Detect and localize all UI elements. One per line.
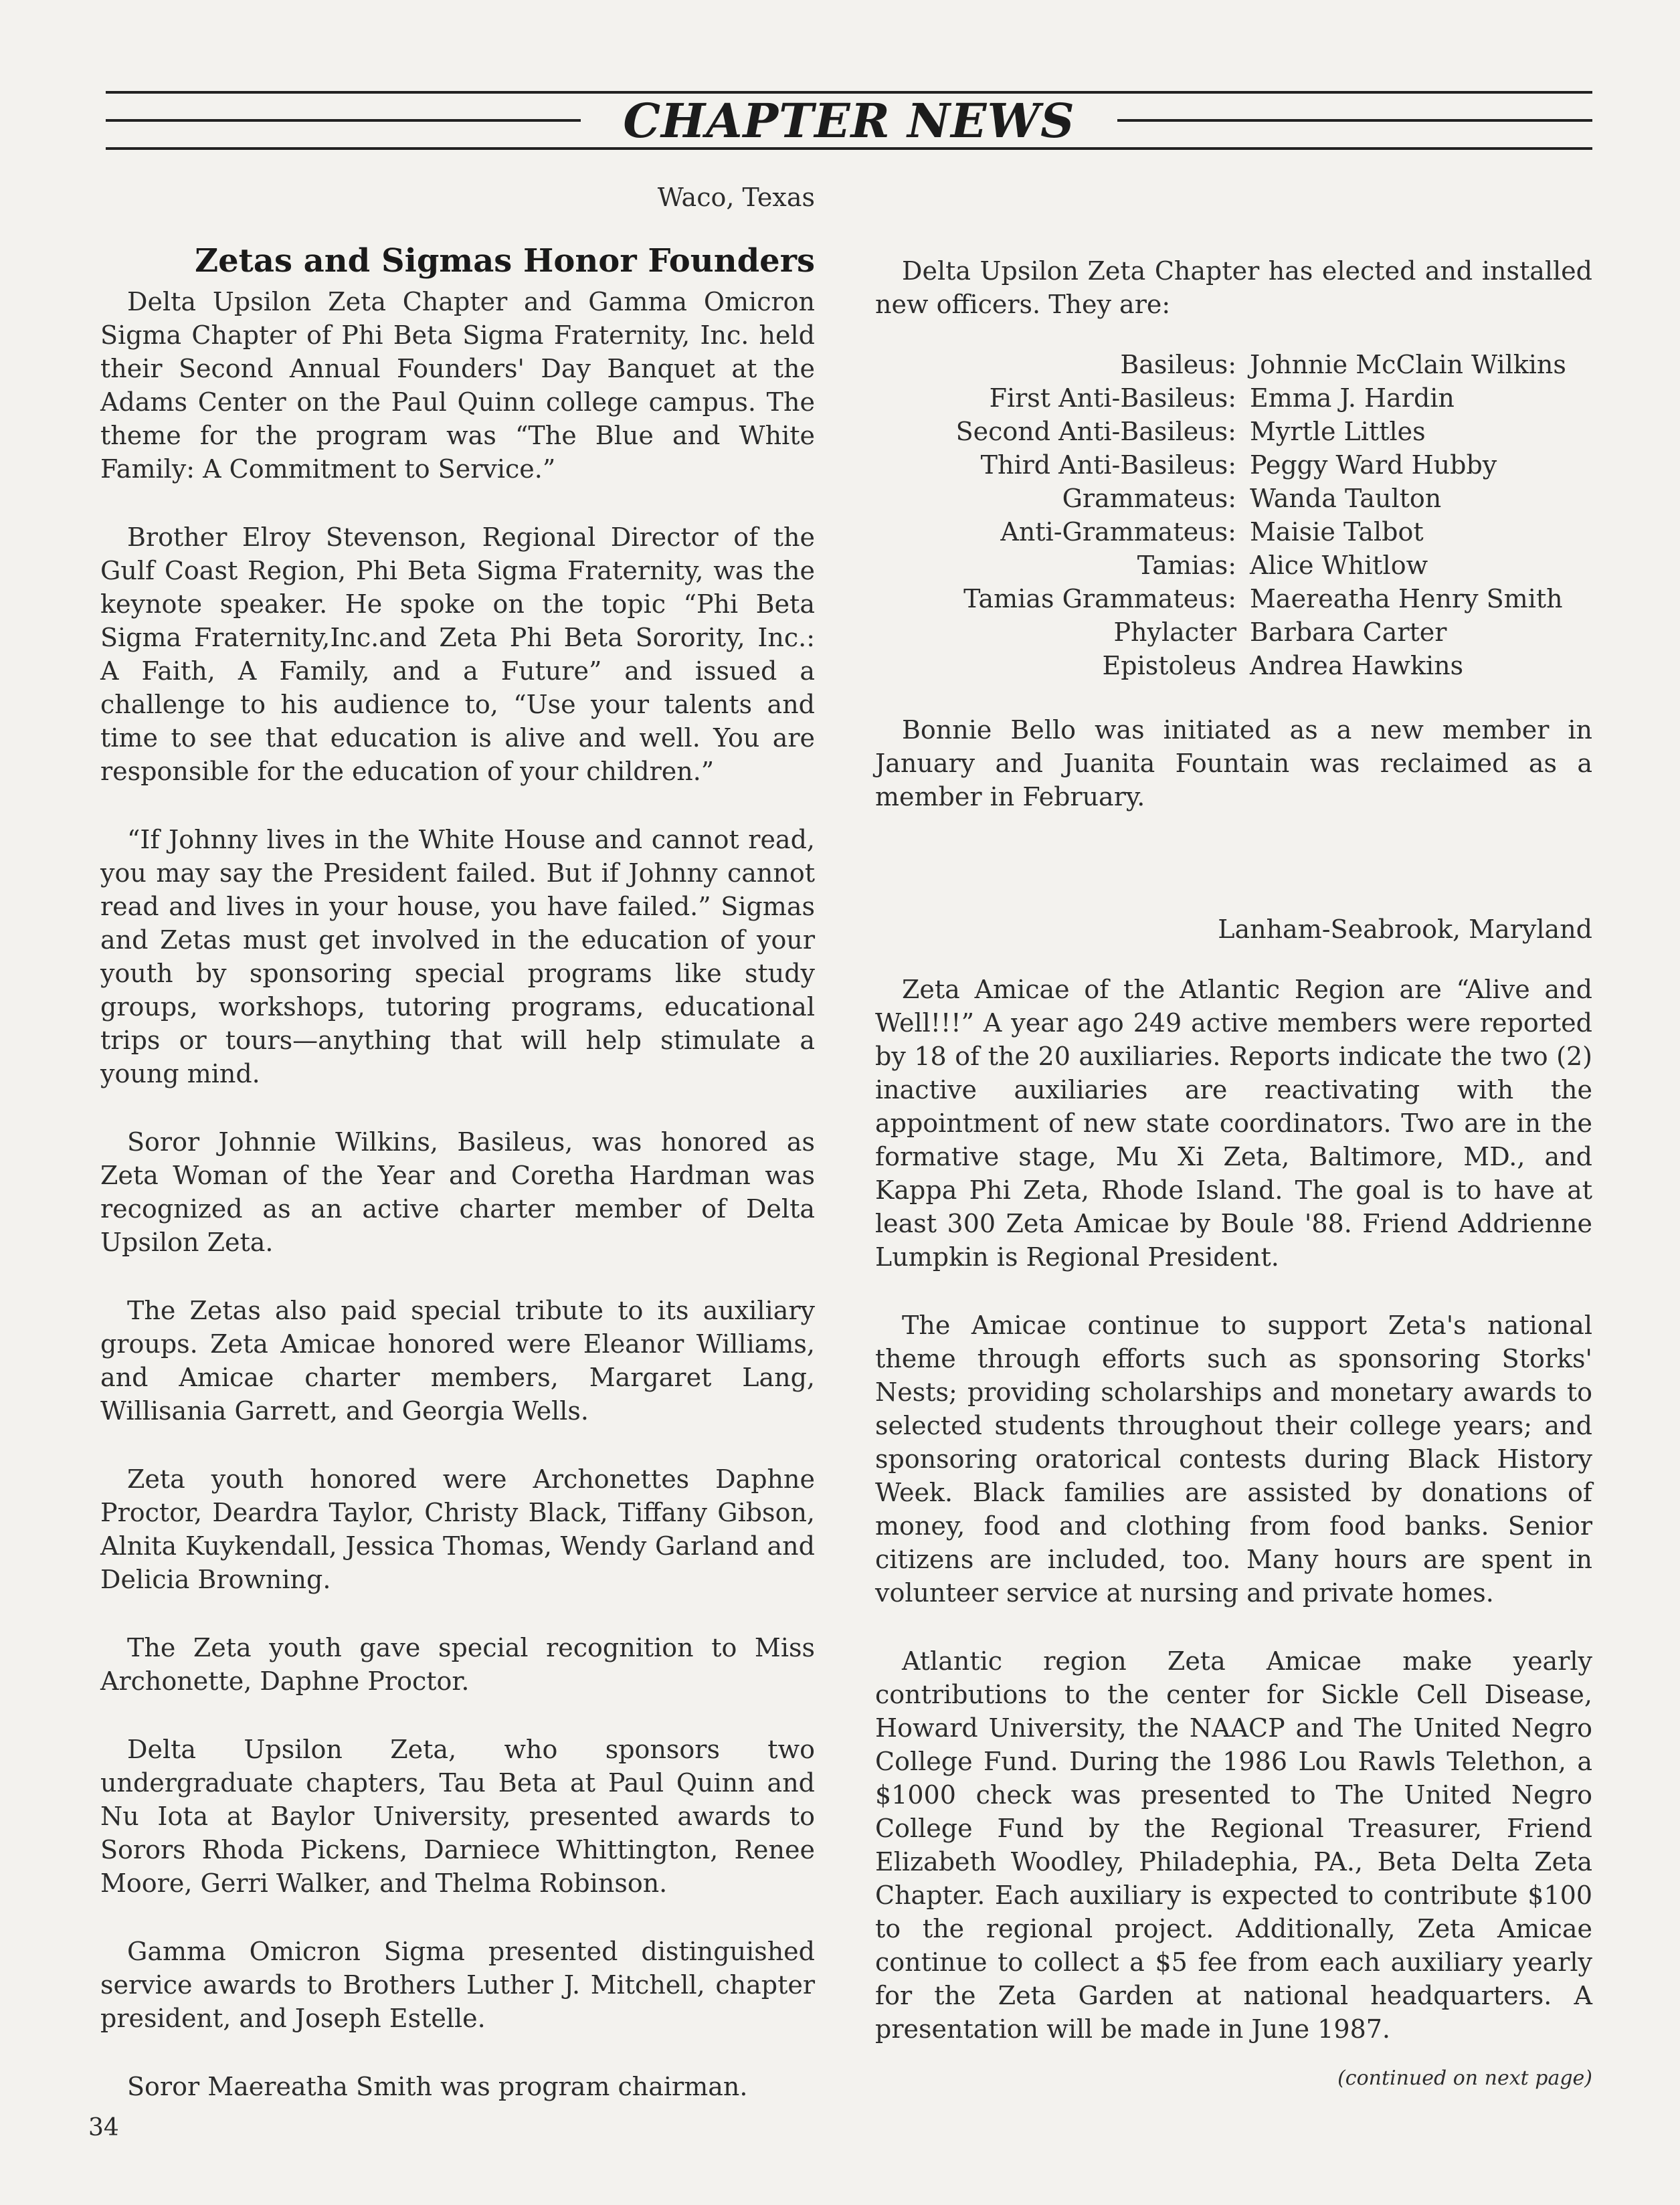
paragraph: Zeta youth honored were Archonettes Daphne Proctor, Deardra Taylor, Christy Black, Tiffany Gibson, Alnita Kuykendall, Jessica Thomas, Wendy Garland and Delicia Browning. <box>100 1464 815 1594</box>
officer-row <box>875 448 1592 482</box>
dateline-lanham: Lanham-Seabrook, Maryland <box>1218 915 1592 944</box>
officer-role: Grammateus: <box>1062 484 1236 513</box>
paragraph: Gamma Omicron Sigma presented distinguished service awards to Brothers Luther J. Mitchell, chapter president, and Joseph Estelle. <box>100 1937 815 2033</box>
officer-role: Phylacter <box>1113 617 1236 647</box>
section-banner <box>106 91 1592 151</box>
officer-row <box>875 549 1592 582</box>
officer-row <box>875 482 1592 515</box>
page-number: 34 <box>88 2114 119 2141</box>
officer-row <box>875 649 1592 682</box>
right-column <box>875 254 1592 2095</box>
officer-row <box>875 415 1592 448</box>
section-title: CHAPTER NEWS <box>623 93 1075 149</box>
officer-role: Anti-Grammateus: <box>1000 517 1236 547</box>
officer-name: Emma J. Hardin <box>1250 383 1455 413</box>
paragraph: Delta Upsilon Zeta Chapter and Gamma Omicron Sigma Chapter of Phi Beta Sigma Fraternity, Inc. held their Second Annual Founders' Day Banquet at the Adams Center on the Paul Quinn college campus. The theme for the program was “The Blue and White Family: A Commitment to Service.” <box>100 287 815 484</box>
officer-role: Second Anti-Basileus: <box>955 417 1236 446</box>
officer-name: Wanda Taulton <box>1250 484 1442 513</box>
officer-name: Myrtle Littles <box>1250 417 1426 446</box>
officer-name: Johnnie McClain Wilkins <box>1250 350 1566 379</box>
paragraph: Delta Upsilon Zeta, who sponsors two undergraduate chapters, Tau Beta at Paul Quinn and Nu Iota at Baylor University, presented awards to Sorors Rhoda Pickens, Darniece Whittington, Renee Moore, Gerri Walker, and Thelma Robinson. <box>100 1735 815 1898</box>
officer-role: First Anti-Basileus: <box>989 383 1236 413</box>
paragraph: Atlantic region Zeta Amicae make yearly contributions to the center for Sickle Cell Disease, Howard University, the NAACP and The United Negro College Fund. During the 1986 Lou Rawls Telethon, a $1000 check was presented to The United Negro College Fund by the Regional Treasurer, Friend Elizabeth Woodley, Philadephia, PA., Beta Delta Zeta Chapter. Each auxiliary is expected to contribute $100 to the regional project. Additionally, Zeta Amicae continue to collect a $5 fee from each auxiliary yearly for the Zeta Garden at national headquarters. A presentation will be made in June 1987. <box>875 1646 1592 2044</box>
paragraph: Soror Maereatha Smith was program chairman. <box>127 2072 748 2101</box>
paragraph: Bonnie Bello was initiated as a new member in January and Juanita Fountain was reclaimed as a member in February. <box>875 715 1592 811</box>
officer-role: Epistoleus <box>1102 651 1236 680</box>
paragraph: Soror Johnnie Wilkins, Basileus, was honored as Zeta Woman of the Year and Coretha Hardman was recognized as an active charter member of Delta Upsilon Zeta. <box>100 1127 815 1257</box>
continued-note: (continued on next page) <box>1337 2067 1592 2090</box>
officer-name: Alice Whitlow <box>1250 551 1428 580</box>
officer-name: Maisie Talbot <box>1250 517 1424 547</box>
officer-name: Andrea Hawkins <box>1250 651 1464 680</box>
officer-name: Barbara Carter <box>1250 617 1447 647</box>
officer-role: Third Anti-Basileus: <box>980 450 1236 480</box>
article-headline: Zetas and Sigmas Honor Founders <box>195 242 815 280</box>
officer-role: Tamias Grammateus: <box>963 584 1236 613</box>
officer-name: Maereatha Henry Smith <box>1250 584 1563 613</box>
officer-name: Peggy Ward Hubby <box>1250 450 1497 480</box>
dateline-waco: Waco, Texas <box>657 183 815 212</box>
officer-row <box>875 515 1592 549</box>
paragraph: “If Johnny lives in the White House and cannot read, you may say the President failed. But if Johnny cannot read and lives in your house, you have failed.” Sigmas and Zetas must get involved in the education of your youth by sponsoring special programs like study groups, workshops, tutoring programs, educational trips or tours—anything that will help stimulate a young mind. <box>100 825 815 1088</box>
officer-row <box>875 582 1592 615</box>
officer-row <box>875 348 1592 381</box>
paragraph: Zeta Amicae of the Atlantic Region are “Alive and Well!!!” A year ago 249 active members were reported by 18 of the 20 auxiliaries. Reports indicate the two (2) inactive auxiliaries are reactivating with the appointment of new state coordinators. Two are in the formative stage, Mu Xi Zeta, Baltimore, MD., and Kappa Phi Zeta, Rhode Island. The goal is to have at least 300 Zeta Amicae by Boule '88. Friend Addrienne Lumpkin is Regional President. <box>875 975 1592 1272</box>
officers-intro: Delta Upsilon Zeta Chapter has elected and installed new officers. They are: <box>875 256 1592 319</box>
paragraph: The Zetas also paid special tribute to its auxiliary groups. Zeta Amicae honored were Eleanor Williams, and Amicae charter members, Margaret Lang, Willisania Garrett, and Georgia Wells. <box>100 1296 815 1426</box>
officer-row <box>875 381 1592 415</box>
paragraph: Brother Elroy Stevenson, Regional Director of the Gulf Coast Region, Phi Beta Sigma Fraternity, was the keynote speaker. He spoke on the topic “Phi Beta Sigma Fraternity,Inc.and Zeta Phi Beta Sorority, Inc.: A Faith, A Family, and a Future” and issued a challenge to his audience to, “Use your talents and time to see that education is alive and well. You are responsible for the education of your children.” <box>100 522 815 786</box>
officer-row <box>875 615 1592 649</box>
left-column <box>100 181 815 2103</box>
officer-role: Basileus: <box>1120 350 1236 379</box>
paragraph: The Amicae continue to support Zeta's national theme through efforts such as sponsoring Storks' Nests; providing scholarships and monetary awards to selected students throughout their college years; and sponsoring oratorical contests during Black History Week. Black families are assisted by donations of money, food and clothing from food banks. Senior citizens are included, too. Many hours are spent in volunteer service at nursing and private homes. <box>875 1311 1592 1608</box>
paragraph: The Zeta youth gave special recognition to Miss Archonette, Daphne Proctor. <box>100 1633 815 1696</box>
officer-role: Tamias: <box>1137 551 1236 580</box>
officers-list <box>875 348 1592 682</box>
